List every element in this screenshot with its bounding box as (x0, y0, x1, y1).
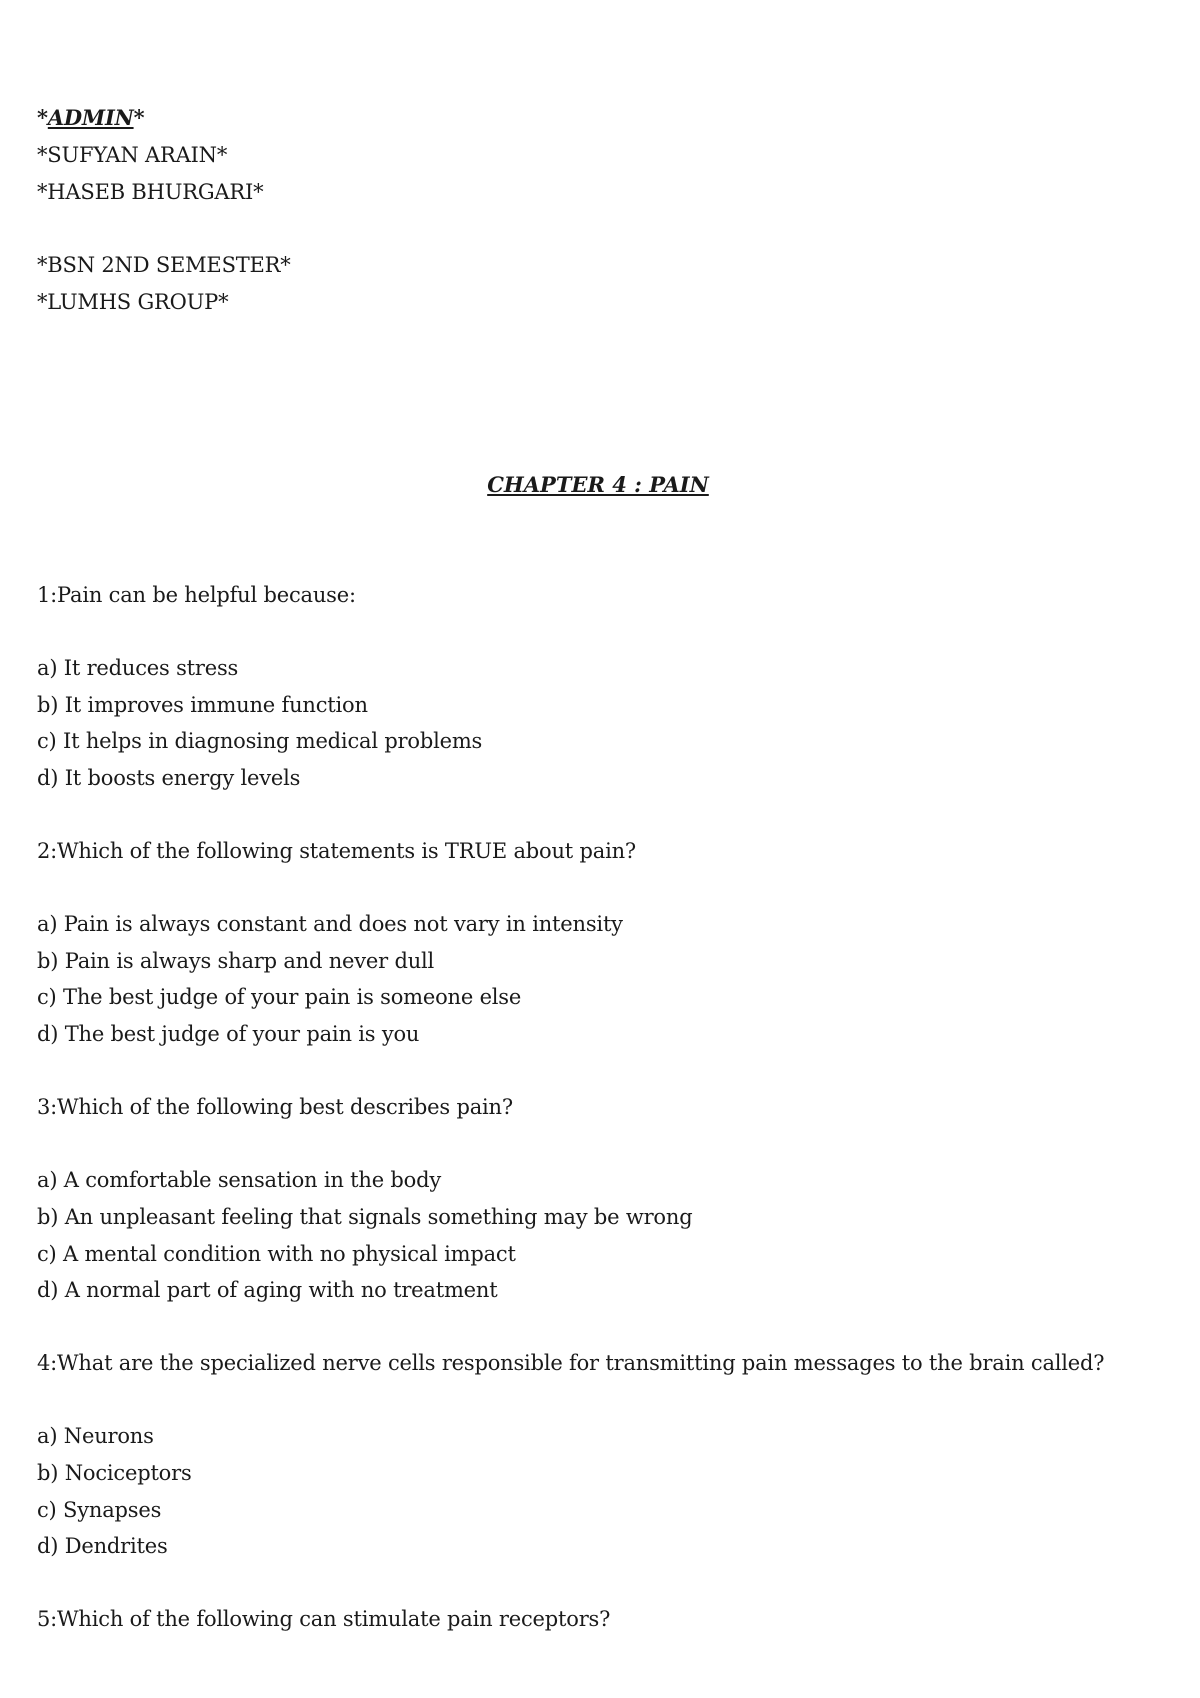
question-1-option-a: a) It reduces stress (37, 656, 239, 680)
question-2-option-d: d) The best judge of your pain is you (37, 1022, 420, 1046)
question-1-option-d: d) It boosts energy levels (37, 766, 301, 790)
question-4-option-b: b) Nociceptors (37, 1461, 192, 1485)
question-2-option-b: b) Pain is always sharp and never dull (37, 949, 435, 973)
question-3-option-d: d) A normal part of aging with no treatment (37, 1278, 498, 1302)
question-4-text: 4:What are the specialized nerve cells responsible for transmitting pain messages to the brain called? (37, 1351, 1105, 1375)
question-3-text: 3:Which of the following best describes pain? (37, 1095, 513, 1119)
class-info-semester: *BSN 2ND SEMESTER* (37, 253, 291, 277)
question-1-option-c: c) It helps in diagnosing medical problems (37, 729, 483, 753)
admin-label: ADMIN (47, 105, 134, 130)
question-1-text: 1:Pain can be helpful because: (37, 583, 356, 607)
question-4-option-c: c) Synapses (37, 1498, 162, 1522)
admin-heading (37, 104, 144, 132)
question-4-option-d: d) Dendrites (37, 1534, 168, 1558)
question-3-option-b: b) An unpleasant feeling that signals something may be wrong (37, 1205, 693, 1229)
question-5-text: 5:Which of the following can stimulate pain receptors? (37, 1607, 611, 1631)
class-info-group: *LUMHS GROUP* (37, 290, 229, 314)
question-2-option-c: c) The best judge of your pain is someone else (37, 985, 522, 1009)
question-4-option-a: a) Neurons (37, 1424, 154, 1448)
admin-name-1: *SUFYAN ARAIN* (37, 143, 228, 167)
question-2-text: 2:Which of the following statements is TRUE about pain? (37, 839, 636, 863)
question-3-option-a: a) A comfortable sensation in the body (37, 1168, 442, 1192)
admin-prefix: * (37, 105, 48, 130)
chapter-title: CHAPTER 4 : PAIN (487, 472, 709, 497)
admin-suffix: * (133, 105, 145, 130)
question-2-option-a: a) Pain is always constant and does not vary in intensity (37, 912, 623, 936)
question-1-option-b: b) It improves immune function (37, 693, 368, 717)
question-3-option-c: c) A mental condition with no physical impact (37, 1242, 516, 1266)
admin-name-2: *HASEB BHURGARI* (37, 180, 264, 204)
